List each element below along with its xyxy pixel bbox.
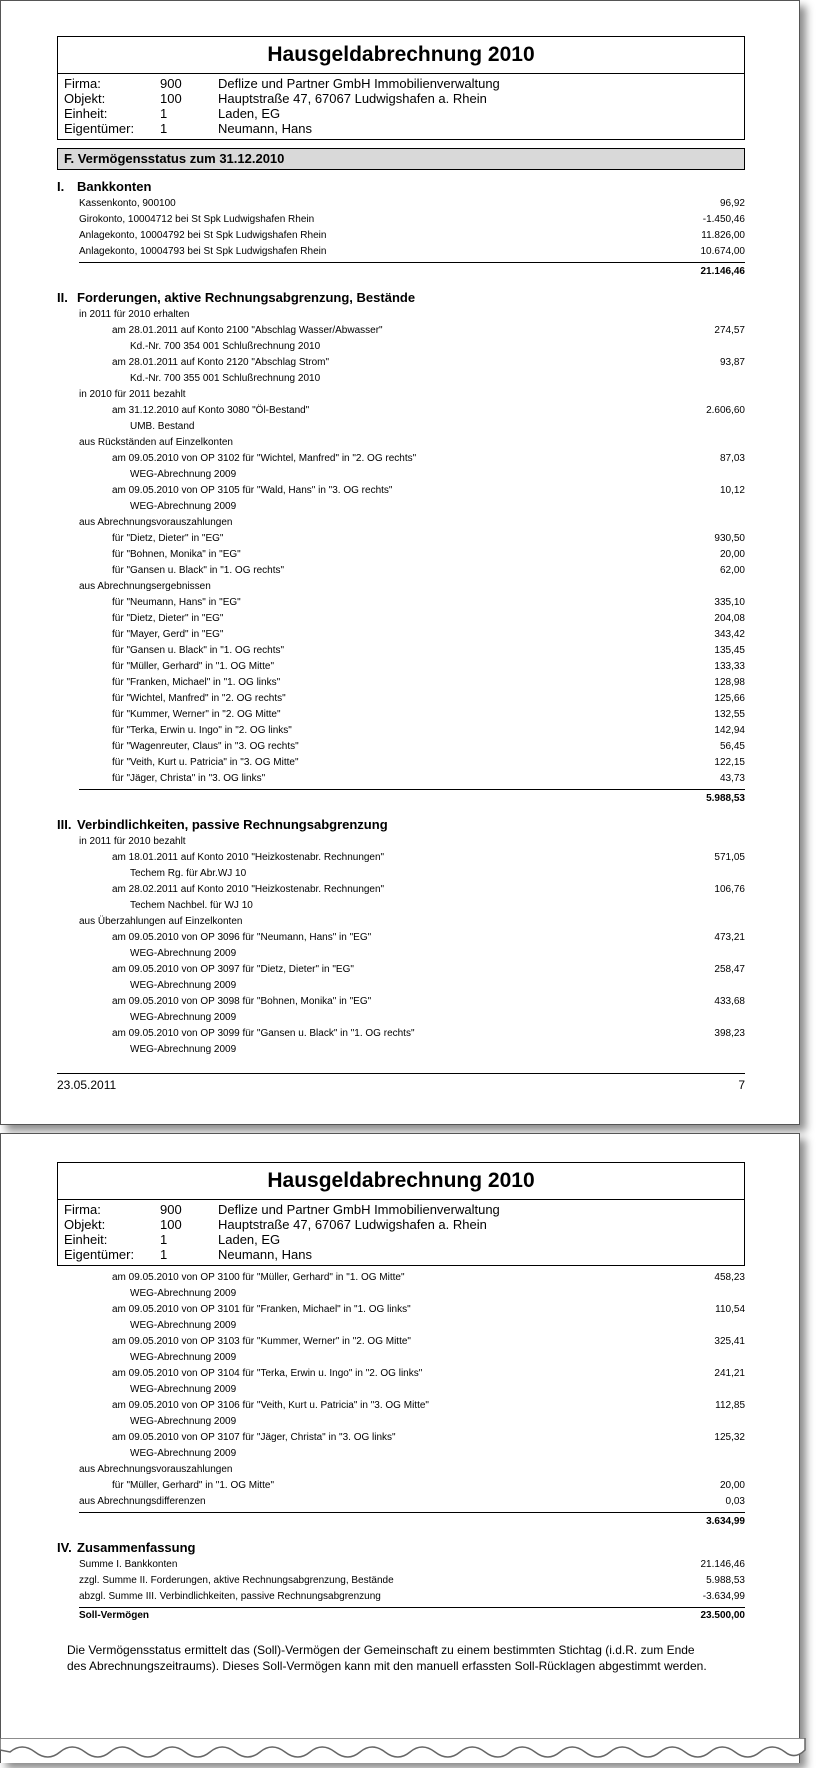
row-label: Anlagekonto, 10004793 bei St Spk Ludwigshafen Rhein xyxy=(79,246,327,257)
section-number: III. xyxy=(57,817,72,832)
section-title: Forderungen, aktive Rechnungsabgrenzung, Bestände xyxy=(77,290,416,305)
row-amount: 10,12 xyxy=(719,485,745,496)
row-amount: -3.634,99 xyxy=(702,1591,745,1602)
row-label: aus Überzahlungen auf Einzelkonten xyxy=(79,916,243,927)
row-amount: 128,98 xyxy=(714,677,745,688)
row-amount: 125,32 xyxy=(714,1432,745,1443)
row-label: WEG-Abrechnung 2009 xyxy=(130,1320,237,1331)
header-key: Objekt: xyxy=(64,1217,106,1232)
liability-row xyxy=(57,1382,745,1398)
liability-row xyxy=(57,1350,745,1366)
liability-row xyxy=(57,1026,745,1042)
receivable-row xyxy=(57,323,745,339)
bank-accounts-list xyxy=(57,196,745,260)
page-number: 7 xyxy=(738,1078,745,1092)
row-label: Girokonto, 10004712 bei St Spk Ludwigshafen Rhein xyxy=(79,214,315,225)
header-number: 1 xyxy=(160,106,168,121)
row-label: WEG-Abrechnung 2009 xyxy=(130,980,237,991)
receivable-row xyxy=(57,563,745,579)
row-amount: 433,68 xyxy=(714,996,745,1007)
row-amount: 204,08 xyxy=(714,613,745,624)
row-label: am 09.05.2010 von OP 3102 für "Wichtel, Manfred" in "2. OG rechts" xyxy=(112,453,417,464)
row-label: für "Terka, Erwin u. Ingo" in "2. OG links" xyxy=(112,725,292,736)
row-amount: 56,45 xyxy=(719,741,745,752)
liability-row xyxy=(57,1446,745,1462)
page-2-content xyxy=(57,1162,745,1674)
header-key: Objekt: xyxy=(64,91,106,106)
section-number: I. xyxy=(57,179,65,194)
header-details xyxy=(58,74,744,139)
section-f-title: F. Vermögensstatus zum 31.12.2010 xyxy=(57,148,745,170)
report-header xyxy=(57,1162,745,1266)
row-label: zzgl. Summe II. Forderungen, aktive Rechnungsabgrenzung, Bestände xyxy=(79,1575,394,1586)
row-label: für "Wagenreuter, Claus" in "3. OG rechts" xyxy=(112,741,299,752)
receivable-row xyxy=(57,307,745,323)
row-amount: 125,66 xyxy=(714,693,745,704)
section-title: Verbindlichkeiten, passive Rechnungsabgrenzung xyxy=(77,817,388,832)
header-key: Einheit: xyxy=(64,106,108,121)
receivable-row xyxy=(57,355,745,371)
header-number: 100 xyxy=(160,1217,182,1232)
row-label: Kd.-Nr. 700 355 001 Schlußrechnung 2010 xyxy=(130,373,321,384)
row-label: am 28.02.2011 auf Konto 2010 "Heizkostenabr. Rechnungen" xyxy=(112,884,385,895)
report-title: Hausgeldabrechnung 2010 xyxy=(58,37,744,74)
row-label: Kd.-Nr. 700 354 001 Schlußrechnung 2010 xyxy=(130,341,321,352)
liability-row xyxy=(57,850,745,866)
header-row xyxy=(64,1247,738,1262)
row-label: am 09.05.2010 von OP 3104 für "Terka, Erwin u. Ingo" in "2. OG links" xyxy=(112,1368,423,1379)
header-value: Deflize und Partner GmbH Immobilienverwaltung xyxy=(218,76,500,91)
header-value: Laden, EG xyxy=(218,1232,281,1247)
row-amount: 132,55 xyxy=(714,709,745,720)
section-heading xyxy=(57,178,745,196)
row-label: Summe I. Bankkonten xyxy=(79,1559,178,1570)
row-amount: 343,42 xyxy=(714,629,745,640)
row-amount: 258,47 xyxy=(714,964,745,975)
receivable-row xyxy=(57,483,745,499)
header-value: Deflize und Partner GmbH Immobilienverwaltung xyxy=(218,1202,500,1217)
result-value: 23.500,00 xyxy=(700,1610,745,1621)
row-amount: 335,10 xyxy=(714,597,745,608)
section-total: 5.988,53 xyxy=(706,793,745,804)
receivable-row xyxy=(57,515,745,531)
section-heading xyxy=(57,816,745,834)
row-amount: 930,50 xyxy=(714,533,745,544)
liability-row xyxy=(57,1430,745,1446)
row-label: am 28.01.2011 auf Konto 2100 "Abschlag Wasser/Abwasser" xyxy=(112,325,383,336)
liability-row xyxy=(57,1334,745,1350)
header-number: 1 xyxy=(160,121,168,136)
row-label: für "Franken, Michael" in "1. OG links" xyxy=(112,677,281,688)
row-label: Anlagekonto, 10004792 bei St Spk Ludwigshafen Rhein xyxy=(79,230,327,241)
section-number: IV. xyxy=(57,1540,72,1555)
header-number: 900 xyxy=(160,76,182,91)
row-label: WEG-Abrechnung 2009 xyxy=(130,1352,237,1363)
header-number: 1 xyxy=(160,1247,168,1262)
receivable-row xyxy=(57,739,745,755)
liability-row xyxy=(57,1398,745,1414)
liability-row xyxy=(57,1010,745,1026)
row-amount: 135,45 xyxy=(714,645,745,656)
page-1-content xyxy=(57,36,745,1058)
liability-row xyxy=(57,1414,745,1430)
row-amount: 473,21 xyxy=(714,932,745,943)
row-amount: 96,92 xyxy=(719,198,745,209)
receivable-row xyxy=(57,339,745,355)
row-amount: 5.988,53 xyxy=(706,1575,745,1586)
header-row xyxy=(64,1202,738,1217)
receivable-row xyxy=(57,467,745,483)
row-label: für "Bohnen, Monika" in "EG" xyxy=(112,549,241,560)
header-row xyxy=(64,1232,738,1247)
summary-list xyxy=(57,1557,745,1605)
row-label: am 09.05.2010 von OP 3103 für "Kummer, Werner" in "2. OG Mitte" xyxy=(112,1336,411,1347)
result-row xyxy=(57,1608,745,1624)
liability-row xyxy=(57,930,745,946)
row-label: für "Neumann, Hans" in "EG" xyxy=(112,597,241,608)
row-label: für "Veith, Kurt u. Patricia" in "3. OG Mitte" xyxy=(112,757,299,768)
liability-row xyxy=(57,1462,745,1478)
row-amount: 62,00 xyxy=(719,565,745,576)
header-number: 900 xyxy=(160,1202,182,1217)
liability-row xyxy=(57,1494,745,1510)
section-number: II. xyxy=(57,290,68,305)
receivable-row xyxy=(57,451,745,467)
row-amount: 571,05 xyxy=(714,852,745,863)
row-label: WEG-Abrechnung 2009 xyxy=(130,1044,237,1055)
report-header xyxy=(57,36,745,140)
row-label: am 09.05.2010 von OP 3105 für "Wald, Hans" in "3. OG rechts" xyxy=(112,485,393,496)
header-key: Eigentümer: xyxy=(64,1247,135,1262)
report-title: Hausgeldabrechnung 2010 xyxy=(58,1163,744,1200)
row-amount: 398,23 xyxy=(714,1028,745,1039)
liabilities-continued-list xyxy=(57,1270,745,1510)
liability-row xyxy=(57,898,745,914)
liability-row xyxy=(57,946,745,962)
section-title: Zusammenfassung xyxy=(77,1540,196,1555)
row-label: für "Jäger, Christa" in "3. OG links" xyxy=(112,773,266,784)
liability-row xyxy=(57,962,745,978)
liability-row xyxy=(57,1042,745,1058)
header-row xyxy=(64,76,738,91)
section-total: 21.146,46 xyxy=(700,266,745,277)
page-footer xyxy=(57,1073,745,1092)
liability-row xyxy=(57,1366,745,1382)
row-label: WEG-Abrechnung 2009 xyxy=(130,1012,237,1023)
receivable-row xyxy=(57,659,745,675)
torn-edge xyxy=(0,1738,819,1768)
row-amount: 43,73 xyxy=(719,773,745,784)
row-label: am 09.05.2010 von OP 3107 für "Jäger, Christa" in "3. OG links" xyxy=(112,1432,396,1443)
receivable-row xyxy=(57,435,745,451)
row-label: in 2011 für 2010 bezahlt xyxy=(79,836,186,847)
row-label: WEG-Abrechnung 2009 xyxy=(130,501,237,512)
liabilities-list xyxy=(57,834,745,1058)
row-label: am 09.05.2010 von OP 3100 für "Müller, Gerhard" in "1. OG Mitte" xyxy=(112,1272,405,1283)
row-amount: -1.450,46 xyxy=(702,214,745,225)
row-label: für "Gansen u. Black" in "1. OG rechts" xyxy=(112,645,285,656)
row-label: für "Müller, Gerhard" in "1. OG Mitte" xyxy=(112,661,275,672)
row-label: Techem Rg. für Abr.WJ 10 xyxy=(130,868,247,879)
summary-row xyxy=(57,1589,745,1605)
header-number: 100 xyxy=(160,91,182,106)
row-label: am 09.05.2010 von OP 3097 für "Dietz, Dieter" in "EG" xyxy=(112,964,354,975)
receivable-row xyxy=(57,771,745,787)
receivable-row xyxy=(57,707,745,723)
row-label: am 18.01.2011 auf Konto 2010 "Heizkostenabr. Rechnungen" xyxy=(112,852,385,863)
receivables-list xyxy=(57,307,745,787)
row-label: WEG-Abrechnung 2009 xyxy=(130,469,237,480)
row-amount: 274,57 xyxy=(714,325,745,336)
row-amount: 20,00 xyxy=(719,549,745,560)
header-key: Firma: xyxy=(64,1202,101,1217)
header-value: Hauptstraße 47, 67067 Ludwigshafen a. Rhein xyxy=(218,1217,487,1232)
row-amount: 11.826,00 xyxy=(701,230,745,241)
row-amount: 112,85 xyxy=(715,1400,745,1411)
liability-row xyxy=(57,882,745,898)
explanation-note: Die Vermögensstatus ermittelt das (Soll)-Vermögen der Gemeinschaft zu einem bestimmten Stichtag (i.d.R. zum Ende des Abrechnungszeitraums). Dieses Soll-Vermögen kann mit den manuell erfassten Soll-Rücklagen abgestimmt werden. xyxy=(67,1643,707,1673)
row-label: WEG-Abrechnung 2009 xyxy=(130,1288,237,1299)
bank-account-row xyxy=(57,244,745,260)
row-label: WEG-Abrechnung 2009 xyxy=(130,948,237,959)
header-row xyxy=(64,121,738,136)
summary-row xyxy=(57,1557,745,1573)
receivable-row xyxy=(57,627,745,643)
row-label: am 31.12.2010 auf Konto 3080 "Öl-Bestand" xyxy=(112,405,310,416)
row-label: am 09.05.2010 von OP 3101 für "Franken, Michael" in "1. OG links" xyxy=(112,1304,411,1315)
row-amount: 241,21 xyxy=(714,1368,745,1379)
receivable-row xyxy=(57,691,745,707)
header-details xyxy=(58,1200,744,1265)
section-heading xyxy=(57,1539,745,1557)
section-title: Bankkonten xyxy=(77,179,152,194)
receivable-row xyxy=(57,675,745,691)
row-amount: 142,94 xyxy=(714,725,745,736)
row-label: UMB. Bestand xyxy=(130,421,195,432)
row-label: am 09.05.2010 von OP 3099 für "Gansen u. Black" in "1. OG rechts" xyxy=(112,1028,415,1039)
row-amount: 133,33 xyxy=(714,661,745,672)
row-label: für "Wichtel, Manfred" in "2. OG rechts" xyxy=(112,693,286,704)
section-heading xyxy=(57,289,745,307)
row-label: aus Abrechnungsvorauszahlungen xyxy=(79,1464,233,1475)
row-label: in 2011 für 2010 erhalten xyxy=(79,309,190,320)
row-label: Kassenkonto, 900100 xyxy=(79,198,176,209)
document-page-2 xyxy=(0,1133,800,1763)
header-value: Hauptstraße 47, 67067 Ludwigshafen a. Rhein xyxy=(218,91,487,106)
header-key: Eigentümer: xyxy=(64,121,135,136)
header-key: Einheit: xyxy=(64,1232,108,1247)
liability-row xyxy=(57,1270,745,1286)
header-value: Neumann, Hans xyxy=(218,1247,312,1262)
receivable-row xyxy=(57,547,745,563)
header-key: Firma: xyxy=(64,76,101,91)
header-row xyxy=(64,1217,738,1232)
receivable-row xyxy=(57,403,745,419)
row-label: aus Abrechnungsergebnissen xyxy=(79,581,211,592)
row-amount: 0,03 xyxy=(725,1496,745,1507)
row-amount: 106,76 xyxy=(714,884,745,895)
row-label: für "Dietz, Dieter" in "EG" xyxy=(112,613,224,624)
row-label: am 28.01.2011 auf Konto 2120 "Abschlag Strom" xyxy=(112,357,330,368)
row-amount: 122,15 xyxy=(714,757,745,768)
receivable-row xyxy=(57,419,745,435)
liability-row xyxy=(57,834,745,850)
receivable-row xyxy=(57,387,745,403)
liability-row xyxy=(57,994,745,1010)
row-amount: 458,23 xyxy=(714,1272,745,1283)
bank-account-row xyxy=(57,212,745,228)
header-row xyxy=(64,91,738,106)
row-amount: 20,00 xyxy=(719,1480,745,1491)
row-label: WEG-Abrechnung 2009 xyxy=(130,1384,237,1395)
row-label: am 09.05.2010 von OP 3106 für "Veith, Kurt u. Patricia" in "3. OG Mitte" xyxy=(112,1400,429,1411)
row-label: für "Müller, Gerhard" in "1. OG Mitte" xyxy=(112,1480,275,1491)
row-label: am 09.05.2010 von OP 3096 für "Neumann, Hans" in "EG" xyxy=(112,932,372,943)
header-row xyxy=(64,106,738,121)
receivable-row xyxy=(57,755,745,771)
liability-row xyxy=(57,914,745,930)
bank-account-row xyxy=(57,196,745,212)
row-amount: 110,54 xyxy=(715,1304,745,1315)
receivable-row xyxy=(57,611,745,627)
result-label: Soll-Vermögen xyxy=(79,1610,150,1621)
row-label: für "Kummer, Werner" in "2. OG Mitte" xyxy=(112,709,281,720)
row-label: WEG-Abrechnung 2009 xyxy=(130,1448,237,1459)
row-label: WEG-Abrechnung 2009 xyxy=(130,1416,237,1427)
row-amount: 87,03 xyxy=(719,453,745,464)
row-label: aus Abrechnungsvorauszahlungen xyxy=(79,517,233,528)
header-value: Laden, EG xyxy=(218,106,281,121)
row-amount: 2.606,60 xyxy=(706,405,745,416)
receivable-row xyxy=(57,643,745,659)
section-total: 3.634,99 xyxy=(706,1516,745,1527)
row-label: am 09.05.2010 von OP 3098 für "Bohnen, Monika" in "EG" xyxy=(112,996,372,1007)
row-label: für "Dietz, Dieter" in "EG" xyxy=(112,533,224,544)
row-amount: 21.146,46 xyxy=(700,1559,745,1570)
receivable-row xyxy=(57,579,745,595)
receivable-row xyxy=(57,531,745,547)
row-label: Techem Nachbel. für WJ 10 xyxy=(130,900,253,911)
receivable-row xyxy=(57,371,745,387)
row-label: aus Rückständen auf Einzelkonten xyxy=(79,437,233,448)
row-amount: 10.674,00 xyxy=(700,246,745,257)
liability-row xyxy=(57,1318,745,1334)
row-label: für "Mayer, Gerd" in "EG" xyxy=(112,629,224,640)
header-number: 1 xyxy=(160,1232,168,1247)
row-label: in 2010 für 2011 bezahlt xyxy=(79,389,186,400)
footer-date: 23.05.2011 xyxy=(57,1078,117,1092)
header-value: Neumann, Hans xyxy=(218,121,312,136)
liability-row xyxy=(57,1302,745,1318)
liability-row xyxy=(57,866,745,882)
summary-row xyxy=(57,1573,745,1589)
bank-account-row xyxy=(57,228,745,244)
liability-row xyxy=(57,978,745,994)
row-amount: 325,41 xyxy=(714,1336,745,1347)
row-label: abzgl. Summe III. Verbindlichkeiten, passive Rechnungsabgrenzung xyxy=(79,1591,381,1602)
receivable-row xyxy=(57,595,745,611)
liability-row xyxy=(57,1286,745,1302)
row-label: für "Gansen u. Black" in "1. OG rechts" xyxy=(112,565,285,576)
row-label: aus Abrechnungsdifferenzen xyxy=(79,1496,206,1507)
liability-row xyxy=(57,1478,745,1494)
receivable-row xyxy=(57,723,745,739)
row-amount: 93,87 xyxy=(719,357,745,368)
receivable-row xyxy=(57,499,745,515)
